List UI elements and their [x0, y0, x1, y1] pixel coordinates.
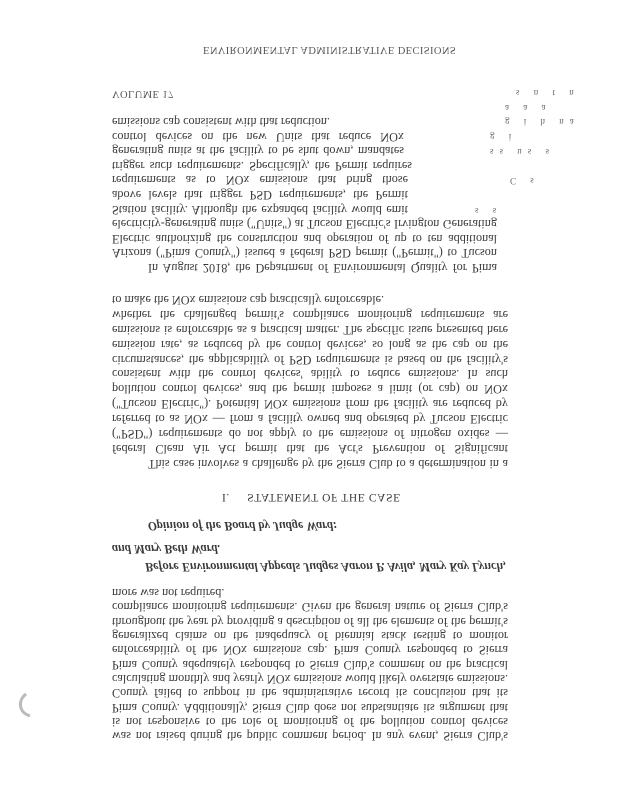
paragraph-line: In August 2018, the Department of Environmental Quality for Pima [148, 261, 497, 275]
running-header: ENVIRONMENTAL ADMINISTRATIVE DECISIONS [203, 44, 457, 55]
panel-line-2: and Mary Beth Ward. [112, 542, 221, 556]
paragraph-line: control devices on the new Units that reduce NOx [112, 130, 404, 144]
margin-fragment: s s [475, 206, 503, 216]
paragraph-line: generating units at the facility to be shut down, mandates [112, 144, 404, 158]
paragraph-line: compliance monitoring requirements. Given the general nature of Sierra Club's [112, 600, 508, 614]
paragraph-line: County failed to support in the administrative record its conclusion that its [112, 686, 508, 700]
paragraph-line: Station facility. Although the expanded facility would emit [112, 203, 408, 217]
paragraph-line: calculating monthly and yearly NOx emissions would likely overstate emissions. [112, 672, 508, 686]
paragraph-line: above levels that trigger PSD requirements, the Permit [112, 188, 408, 202]
paragraph-line: emission rate, as reduced by the control devices, so long as the cap on the [112, 338, 508, 352]
paragraph-line: circumstances, the applicability of PSD requirements is based on the facility's [112, 353, 508, 367]
volume-label: VOLUME 17 [112, 88, 174, 99]
paragraph-line: to make the NOx emissions cap practically enforceable. [112, 293, 385, 307]
opinion-byline: Opinion of the Board by Judge Ward: [148, 519, 338, 533]
paragraph-line: consistent with the control devices' ability to reduce emissions. In such [112, 367, 508, 381]
paragraph-line: electricity-generating units ("Units") at Tucson Electric's Irvington Generating [112, 217, 497, 231]
paragraph-line: This case involves a challenge by the Sierra Club to a determination in a [148, 457, 508, 471]
paragraph-line: more was not required. [112, 586, 225, 600]
margin-fragment: g i h na [505, 117, 580, 127]
paragraph-line: enforceability of the NOx emissions cap. Pima County responded to Sierra [112, 643, 508, 657]
paragraph-line: trigger such requirements. Specifically, the Permit requires [112, 159, 412, 173]
margin-fragment: ss us s [490, 147, 556, 157]
paragraph-line: is not responsive to the role of monitoring of the pollution control devices [112, 715, 508, 729]
paragraph-line: Pima County. Additionally, Sierra Club does not substantiate its argument that [112, 701, 508, 715]
panel-line-1: Before Environmental Appeals Judges Aaron P. Avila, Mary Kay Lynch, [145, 560, 507, 574]
paragraph-line: requirements as to NOx emissions that bring those [112, 173, 408, 187]
paragraph-line: Arizona ("Pima County") issued a federal PSD permit ("Permit") to Tucson [112, 246, 497, 260]
paragraph-line: throughout the year by providing a description of all the elements of the permit's [112, 615, 508, 629]
margin-fragment: g i [490, 132, 518, 142]
paragraph-line: Electric authorizing the construction and operation of up to ten additional [112, 232, 497, 246]
paragraph-line: Pima County adequately responded to Sierra Club's comment on the practical [112, 658, 508, 672]
margin-fragment: a a a [505, 103, 552, 113]
paragraph-line: federal Clean Air Act permit that the Act's Prevention of Significant [112, 442, 508, 456]
paragraph-line: ("Tucson Electric"). Potential NOx emissions from the facility are reduced by [112, 397, 508, 411]
paragraph-line: ("PSD") requirements do not apply to the emissions of nitrogen oxides — [112, 427, 508, 441]
margin-fragment: C s [510, 176, 540, 186]
paragraph-line: whether the challenged permit's compliance monitoring requirements are [112, 308, 508, 322]
section-heading: I. STATEMENT OF THE CASE [222, 491, 401, 503]
paragraph-line: emissions cap consistent with that reduction. [112, 115, 330, 129]
paragraph-line: pollution control devices, and the permit imposes a limit (or cap) on NOx [112, 382, 508, 396]
paragraph-line: emissions is enforceable as a practical matter. The specific issue presented here [112, 323, 508, 337]
page-curl-mark [14, 690, 36, 720]
paragraph-line: was not raised during the public comment period. In any event, Sierra Club's [112, 729, 508, 743]
paragraph-line: referred to as NOx — from a facility owned and operated by Tucson Electric [112, 412, 508, 426]
paragraph-line: generalized claims on the inadequacy of biennial stack testing to monitor [112, 629, 508, 643]
margin-fragment: s n t n [516, 88, 580, 98]
